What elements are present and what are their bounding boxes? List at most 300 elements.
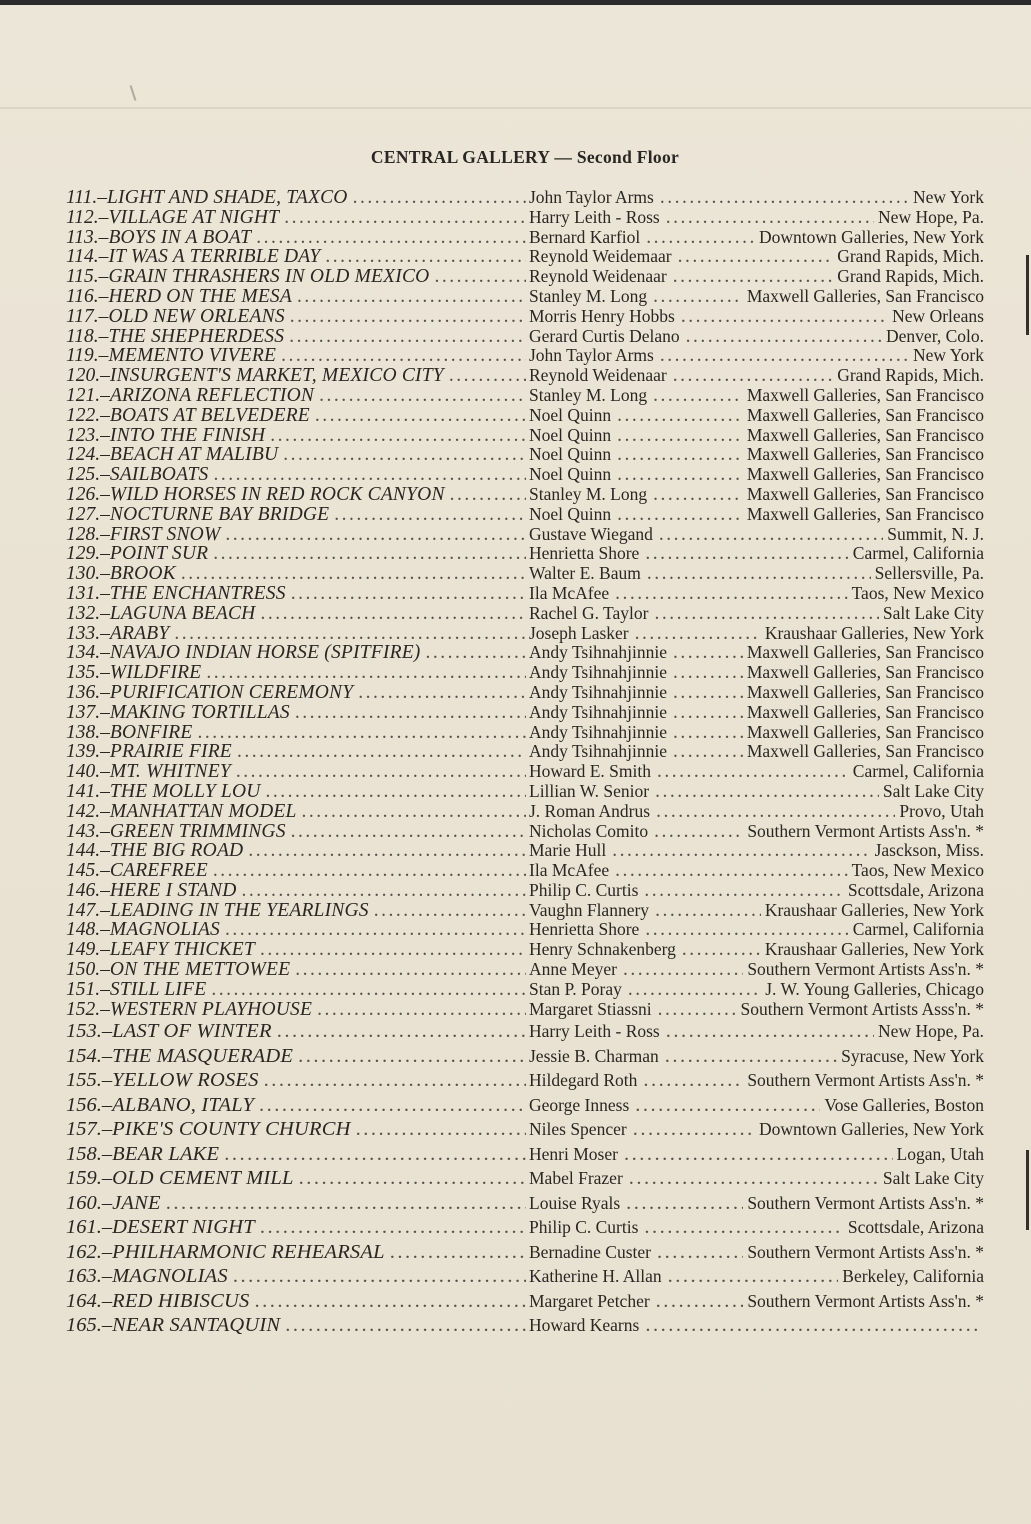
dot-leader: [225, 525, 526, 545]
entry-artist: Ila McAfee: [529, 861, 610, 881]
entry-artist-block: [529, 940, 984, 960]
entry-location: New York: [913, 188, 984, 207]
entry-artist: Bernadine Custer: [529, 1241, 651, 1262]
entry-number: 132.–: [66, 603, 110, 624]
entry-number: 126.–: [66, 484, 110, 505]
entry-title-block: [66, 445, 526, 465]
entry-location: New York: [913, 346, 984, 366]
entry-title-block: [66, 881, 526, 901]
entry-artist-block: [529, 287, 984, 307]
dot-leader: [291, 584, 526, 604]
entry-number: 117.–: [66, 306, 109, 327]
entry-artist: Reynold Weidemaar: [529, 247, 672, 267]
entry-title-block: [66, 1019, 526, 1044]
entry-artist-block: [529, 841, 984, 861]
entry-title: MAKING TORTILLAS: [109, 702, 290, 723]
entry-title-block: [66, 1264, 526, 1289]
entry-title: OLD CEMENT MILL: [112, 1167, 294, 1190]
entry-number: 143.–: [66, 821, 110, 842]
dot-leader: [623, 960, 743, 980]
entry-title-block: [66, 1000, 526, 1020]
entry-title: NEAR SANTAQUIN: [112, 1314, 281, 1337]
catalog-entry: [66, 683, 984, 703]
entry-title: POINT SUR: [109, 544, 209, 565]
entry-artist: Gustave Wiegand: [529, 524, 653, 544]
entry-location: J. W. Young Galleries, Chicago: [765, 979, 984, 999]
entry-title: CAREFREE: [109, 861, 208, 881]
entry-title: PURIFICATION CEREMONY: [109, 682, 354, 703]
dot-leader: [270, 426, 526, 446]
entry-number: 147.–: [66, 900, 110, 921]
catalog-entry: [66, 861, 984, 881]
entry-title-block: [66, 683, 526, 703]
entry-artist: Nicholas Comito: [529, 821, 649, 841]
entry-title: JANE: [112, 1191, 161, 1214]
dot-leader: [645, 544, 848, 564]
entry-title: HERD ON THE MESA: [108, 286, 292, 307]
entry-title: ARIZONA REFLECTION: [109, 385, 315, 406]
entry-artist-block: [529, 1019, 984, 1044]
entry-location: Carmel, California: [852, 762, 984, 782]
dot-leader: [646, 228, 755, 248]
dot-leader: [225, 920, 526, 940]
entry-location: Vose Galleries, Boston: [824, 1094, 984, 1115]
entry-title-block: [66, 228, 526, 248]
entry-number: 160.–: [66, 1191, 113, 1214]
entry-artist-block: [529, 683, 984, 703]
dot-leader: [673, 683, 743, 703]
entry-artist: Andy Tsihnahjinnie: [529, 643, 667, 663]
dot-leader: [681, 307, 888, 327]
catalog-list: [66, 188, 984, 1338]
catalog-entry: [66, 1289, 984, 1314]
entry-artist-block: [529, 188, 984, 208]
entry-number: 159.–: [66, 1167, 113, 1190]
entry-artist-block: [529, 920, 984, 940]
dot-leader: [198, 723, 526, 743]
entry-title: WILD HORSES IN RED ROCK CANYON: [109, 484, 445, 505]
entry-title: LEADING IN THE YEARLINGS: [109, 900, 369, 921]
entry-number: 116.–: [66, 286, 109, 307]
dot-leader: [174, 624, 526, 644]
dot-leader: [290, 307, 526, 327]
entry-title: THE SHEPHERDESS: [108, 326, 285, 347]
dot-leader: [260, 1215, 526, 1240]
entry-artist-block: [529, 327, 984, 347]
entry-title: IT WAS A TERRIBLE DAY: [108, 247, 321, 268]
entry-title: NOCTURNE BAY BRIDGE: [109, 504, 330, 525]
dot-leader: [317, 1000, 526, 1020]
entry-title: MEMENTO VIVERE: [108, 346, 277, 367]
entry-artist: Henri Moser: [529, 1143, 618, 1164]
entry-title-block: [66, 624, 526, 644]
entry-artist-block: [529, 1044, 984, 1069]
entry-title: PIKE'S COUNTY CHURCH: [112, 1118, 351, 1141]
entry-location: Kraushaar Galleries, New York: [764, 940, 984, 960]
dot-leader: [233, 1264, 526, 1289]
entry-title: WILDFIRE: [109, 663, 202, 683]
entry-number: 156.–: [66, 1093, 113, 1116]
entry-artist: Reynold Weidenaar: [529, 366, 667, 386]
dot-leader: [260, 604, 526, 624]
entry-artist-block: [529, 762, 984, 782]
catalog-entry: [66, 445, 984, 465]
dot-leader: [449, 366, 526, 386]
catalog-entry: [66, 485, 984, 505]
dot-leader: [248, 841, 526, 861]
dot-leader: [319, 386, 526, 406]
dot-leader: [612, 841, 870, 861]
entry-artist: Margaret Stiassni: [529, 999, 652, 1019]
entry-number: 144.–: [66, 841, 110, 862]
entry-title: MANHATTAN MODEL: [109, 801, 297, 822]
entry-artist-block: [529, 406, 984, 426]
entry-location: Maxwell Galleries, San Francisco: [746, 722, 984, 742]
dot-leader: [617, 445, 743, 465]
entry-title-block: [66, 386, 526, 406]
dot-leader: [615, 861, 847, 881]
catalog-entry: [66, 228, 984, 248]
entry-artist: Vaughn Flannery: [529, 900, 650, 920]
entry-title-block: [66, 406, 526, 426]
entry-title: LIGHT AND SHADE, TAXCO: [106, 188, 348, 208]
entry-title: BEACH AT MALIBU: [109, 445, 279, 466]
entry-title-block: [66, 822, 526, 842]
entry-number: 127.–: [66, 504, 110, 525]
entry-artist-block: [529, 604, 984, 624]
dot-leader: [450, 485, 526, 505]
entry-location: Maxwell Galleries, San Francisco: [746, 742, 984, 762]
entry-title: RED HIBISCUS: [112, 1289, 250, 1312]
entry-title: NAVAJO INDIAN HORSE (SPITFIRE): [109, 643, 421, 664]
entry-title-block: [66, 1068, 526, 1093]
dot-leader: [660, 188, 909, 208]
catalog-entry: [66, 307, 984, 327]
entry-title-block: [66, 604, 526, 624]
catalog-entry: [66, 901, 984, 921]
entry-location: Maxwell Galleries, San Francisco: [746, 643, 984, 663]
entry-number: 142.–: [66, 801, 110, 822]
entry-artist: Morris Henry Hobbs: [529, 306, 675, 326]
catalog-entry: [66, 920, 984, 940]
entry-title: LEAFY THICKET: [109, 940, 255, 961]
entry-artist-block: [529, 643, 984, 663]
dot-leader: [260, 940, 526, 960]
entry-number: 155.–: [66, 1069, 113, 1092]
entry-title-block: [66, 287, 526, 307]
entry-location: Southern Vermont Artists Ass'n. *: [747, 1070, 984, 1091]
entry-artist: John Taylor Arms: [529, 188, 654, 207]
entry-title: OLD NEW ORLEANS: [108, 306, 285, 327]
entry-title: THE MOLLY LOU: [109, 781, 261, 802]
catalog-entry: [66, 782, 984, 802]
dot-leader: [374, 901, 526, 921]
dot-leader: [653, 485, 743, 505]
dot-leader: [213, 465, 526, 485]
catalog-entry: [66, 663, 984, 683]
dot-leader: [635, 624, 761, 644]
dot-leader: [283, 445, 526, 465]
entry-artist: Harry Leith - Ross: [529, 207, 660, 227]
entry-title-block: [66, 525, 526, 545]
entry-artist: Stan P. Poray: [529, 979, 622, 999]
dot-leader: [644, 881, 844, 901]
catalog-entry: [66, 940, 984, 960]
dot-leader: [665, 1044, 837, 1069]
catalog-entry: [66, 643, 984, 663]
entry-artist-block: [529, 1142, 984, 1167]
entry-location: Maxwell Galleries, San Francisco: [746, 465, 984, 485]
entry-artist: Walter E. Baum: [529, 564, 641, 584]
dot-leader: [668, 1264, 839, 1289]
entry-artist-block: [529, 1166, 984, 1191]
entry-artist: Lillian W. Senior: [529, 781, 650, 801]
entry-title-block: [66, 564, 526, 584]
entry-title: ARABY: [109, 623, 170, 644]
entry-artist: Stanley M. Long: [529, 484, 648, 504]
entry-artist: Stanley M. Long: [529, 286, 648, 306]
entry-artist: Noel Quinn: [529, 425, 612, 445]
entry-artist: Philip C. Curtis: [529, 880, 639, 900]
dot-leader: [256, 228, 526, 248]
entry-title-block: [66, 327, 526, 347]
entry-location: Southern Vermont Artists Ass'n. *: [747, 1241, 984, 1262]
entry-artist: Joseph Lasker: [529, 623, 629, 643]
entry-artist-block: [529, 822, 984, 842]
entry-artist: Noel Quinn: [529, 405, 612, 425]
entry-number: 139.–: [66, 742, 110, 763]
entry-artist-block: [529, 1215, 984, 1240]
entry-title-block: [66, 1093, 526, 1118]
entry-artist-block: [529, 1289, 984, 1314]
dot-leader: [241, 881, 526, 901]
dot-leader: [277, 1019, 526, 1044]
catalog-entry: [66, 881, 984, 901]
dot-leader: [673, 723, 743, 743]
entry-artist: Jessie B. Charman: [529, 1045, 659, 1066]
entry-number: 128.–: [66, 524, 110, 545]
catalog-entry: [66, 1215, 984, 1240]
entry-title-block: [66, 505, 526, 525]
dot-leader: [656, 1289, 744, 1314]
entry-artist-block: [529, 267, 984, 287]
dot-leader: [673, 742, 743, 762]
dot-leader: [213, 544, 526, 564]
dot-leader: [643, 1068, 743, 1093]
entry-artist-block: [529, 624, 984, 644]
entry-number: 158.–: [66, 1142, 113, 1165]
entry-artist-block: [529, 802, 984, 822]
entry-artist-block: [529, 881, 984, 901]
dot-leader: [259, 1093, 526, 1118]
catalog-entry: [66, 841, 984, 861]
dot-leader: [673, 267, 833, 287]
entry-number: 114.–: [66, 247, 109, 268]
dot-leader: [654, 822, 743, 842]
entry-title: MT. WHITNEY: [109, 762, 231, 782]
entry-title: PHILHARMONIC REHEARSAL: [112, 1240, 385, 1263]
entry-location: New Hope, Pa.: [878, 207, 984, 227]
entry-number: 120.–: [66, 366, 110, 386]
entry-title-block: [66, 1166, 526, 1191]
entry-artist: Ila McAfee: [529, 583, 610, 603]
dot-leader: [617, 465, 743, 485]
entry-title: BOATS AT BELVEDERE: [109, 405, 310, 426]
entry-artist: Andy Tsihnahjinnie: [529, 702, 667, 722]
dot-leader: [211, 980, 526, 1000]
entry-title-block: [66, 366, 526, 386]
entry-artist-block: [529, 307, 984, 327]
entry-number: 133.–: [66, 623, 110, 644]
entry-artist: Henrietta Shore: [529, 544, 640, 564]
entry-title: INSURGENT'S MARKET, MEXICO CITY: [109, 366, 444, 386]
entry-artist: Andy Tsihnahjinnie: [529, 742, 667, 762]
catalog-entry: [66, 287, 984, 307]
entry-title-block: [66, 485, 526, 505]
catalog-entry: [66, 1000, 984, 1020]
dot-leader: [254, 1289, 526, 1314]
dot-leader: [289, 327, 526, 347]
entry-title-block: [66, 643, 526, 663]
entry-title-block: [66, 1044, 526, 1069]
entry-artist-block: [529, 465, 984, 485]
entry-title: BEAR LAKE: [112, 1142, 220, 1165]
dot-leader: [295, 703, 526, 723]
entry-artist: Gerard Curtis Delano: [529, 326, 680, 346]
entry-location: Kraushaar Galleries, New York: [764, 623, 984, 643]
entry-number: 112.–: [66, 207, 109, 228]
dot-leader: [281, 346, 526, 366]
entry-title-block: [66, 762, 526, 782]
entry-title-block: [66, 1240, 526, 1265]
entry-artist: Stanley M. Long: [529, 385, 648, 405]
dot-leader: [660, 346, 909, 366]
entry-artist: Louise Ryals: [529, 1192, 621, 1213]
entry-title: FIRST SNOW: [109, 524, 221, 545]
dot-leader: [284, 208, 526, 228]
entry-artist-block: [529, 346, 984, 366]
dot-leader: [658, 1000, 737, 1020]
dot-leader: [266, 782, 526, 802]
entry-number: 135.–: [66, 663, 110, 683]
entry-number: 134.–: [66, 643, 110, 664]
dot-leader: [299, 1166, 526, 1191]
entry-title-block: [66, 703, 526, 723]
entry-title: INTO THE FINISH: [109, 425, 266, 446]
dot-leader: [295, 960, 526, 980]
entry-artist-block: [529, 247, 984, 267]
dot-leader: [264, 1068, 526, 1093]
entry-title-block: [66, 346, 526, 366]
entry-location: Grand Rapids, Mich.: [837, 247, 984, 267]
catalog-entry: [66, 1166, 984, 1191]
dot-leader: [315, 406, 526, 426]
edge-marker: [1026, 255, 1029, 335]
entry-artist: George Inness: [529, 1094, 630, 1115]
entry-number: 163.–: [66, 1265, 113, 1288]
dot-leader: [645, 920, 848, 940]
catalog-entry: [66, 1019, 984, 1044]
entry-location: Southern Vermont Artists Asss'n. *: [740, 999, 984, 1019]
entry-artist-block: [529, 1117, 984, 1142]
entry-number: 118.–: [66, 326, 109, 347]
entry-title-block: [66, 307, 526, 327]
entry-location: Maxwell Galleries, San Francisco: [746, 484, 984, 504]
catalog-entry: [66, 1313, 984, 1338]
dot-leader: [291, 822, 526, 842]
entry-title: STILL LIFE: [109, 979, 207, 1000]
dot-leader: [236, 762, 526, 782]
catalog-entry: [66, 366, 984, 386]
catalog-entry: [66, 1068, 984, 1093]
entry-title-block: [66, 940, 526, 960]
entry-title: THE BIG ROAD: [109, 841, 244, 862]
dot-leader: [213, 861, 526, 881]
entry-number: 136.–: [66, 682, 110, 703]
entry-artist: John Taylor Arms: [529, 346, 654, 366]
entry-location: Maxwell Galleries, San Francisco: [746, 663, 984, 683]
entry-location: Taos, New Mexico: [851, 861, 984, 881]
entry-artist: Anne Meyer: [529, 960, 617, 980]
entry-title-block: [66, 742, 526, 762]
catalog-entry: [66, 327, 984, 347]
catalog-entry: [66, 742, 984, 762]
entry-title: DESERT NIGHT: [112, 1216, 255, 1239]
entry-artist-block: [529, 901, 984, 921]
entry-location: Summit, N. J.: [887, 524, 984, 544]
entry-location: Maxwell Galleries, San Francisco: [746, 286, 984, 306]
catalog-entry: [66, 465, 984, 485]
dot-leader: [635, 1093, 820, 1118]
catalog-entry: [66, 406, 984, 426]
catalog-entry: [66, 426, 984, 446]
catalog-entry: [66, 762, 984, 782]
dot-leader: [655, 782, 879, 802]
page-heading: CENTRAL GALLERY — Second Floor: [370, 147, 680, 167]
entry-number: 122.–: [66, 405, 110, 426]
catalog-entry: [66, 564, 984, 584]
dot-leader: [434, 267, 526, 287]
catalog-entry: [66, 188, 984, 208]
entry-title: WESTERN PLAYHOUSE: [109, 999, 313, 1020]
paper-fold-line: [0, 107, 1031, 109]
entry-number: 154.–: [66, 1044, 113, 1067]
entry-artist-block: [529, 1068, 984, 1093]
entry-number: 129.–: [66, 544, 110, 565]
dot-leader: [356, 1117, 526, 1142]
dot-leader: [626, 1191, 743, 1216]
entry-location: Southern Vermont Artists Ass'n. *: [747, 1192, 984, 1213]
catalog-entry: [66, 544, 984, 564]
catalog-entry: [66, 1142, 984, 1167]
entry-title-block: [66, 208, 526, 228]
catalog-entry: [66, 247, 984, 267]
entry-title-block: [66, 980, 526, 1000]
entry-artist: Katherine H. Allan: [529, 1266, 662, 1287]
entry-artist: Henrietta Shore: [529, 920, 640, 940]
catalog-entry: [66, 980, 984, 1000]
dot-leader: [297, 287, 526, 307]
dot-leader: [686, 327, 882, 347]
catalog-entry: [66, 525, 984, 545]
dot-leader: [617, 505, 743, 525]
entry-number: 165.–: [66, 1314, 113, 1337]
catalog-entry: [66, 1264, 984, 1289]
entry-title: SAILBOATS: [109, 465, 209, 485]
entry-location: Grand Rapids, Mich.: [837, 366, 984, 386]
entry-title-block: [66, 663, 526, 683]
dot-leader: [682, 940, 761, 960]
